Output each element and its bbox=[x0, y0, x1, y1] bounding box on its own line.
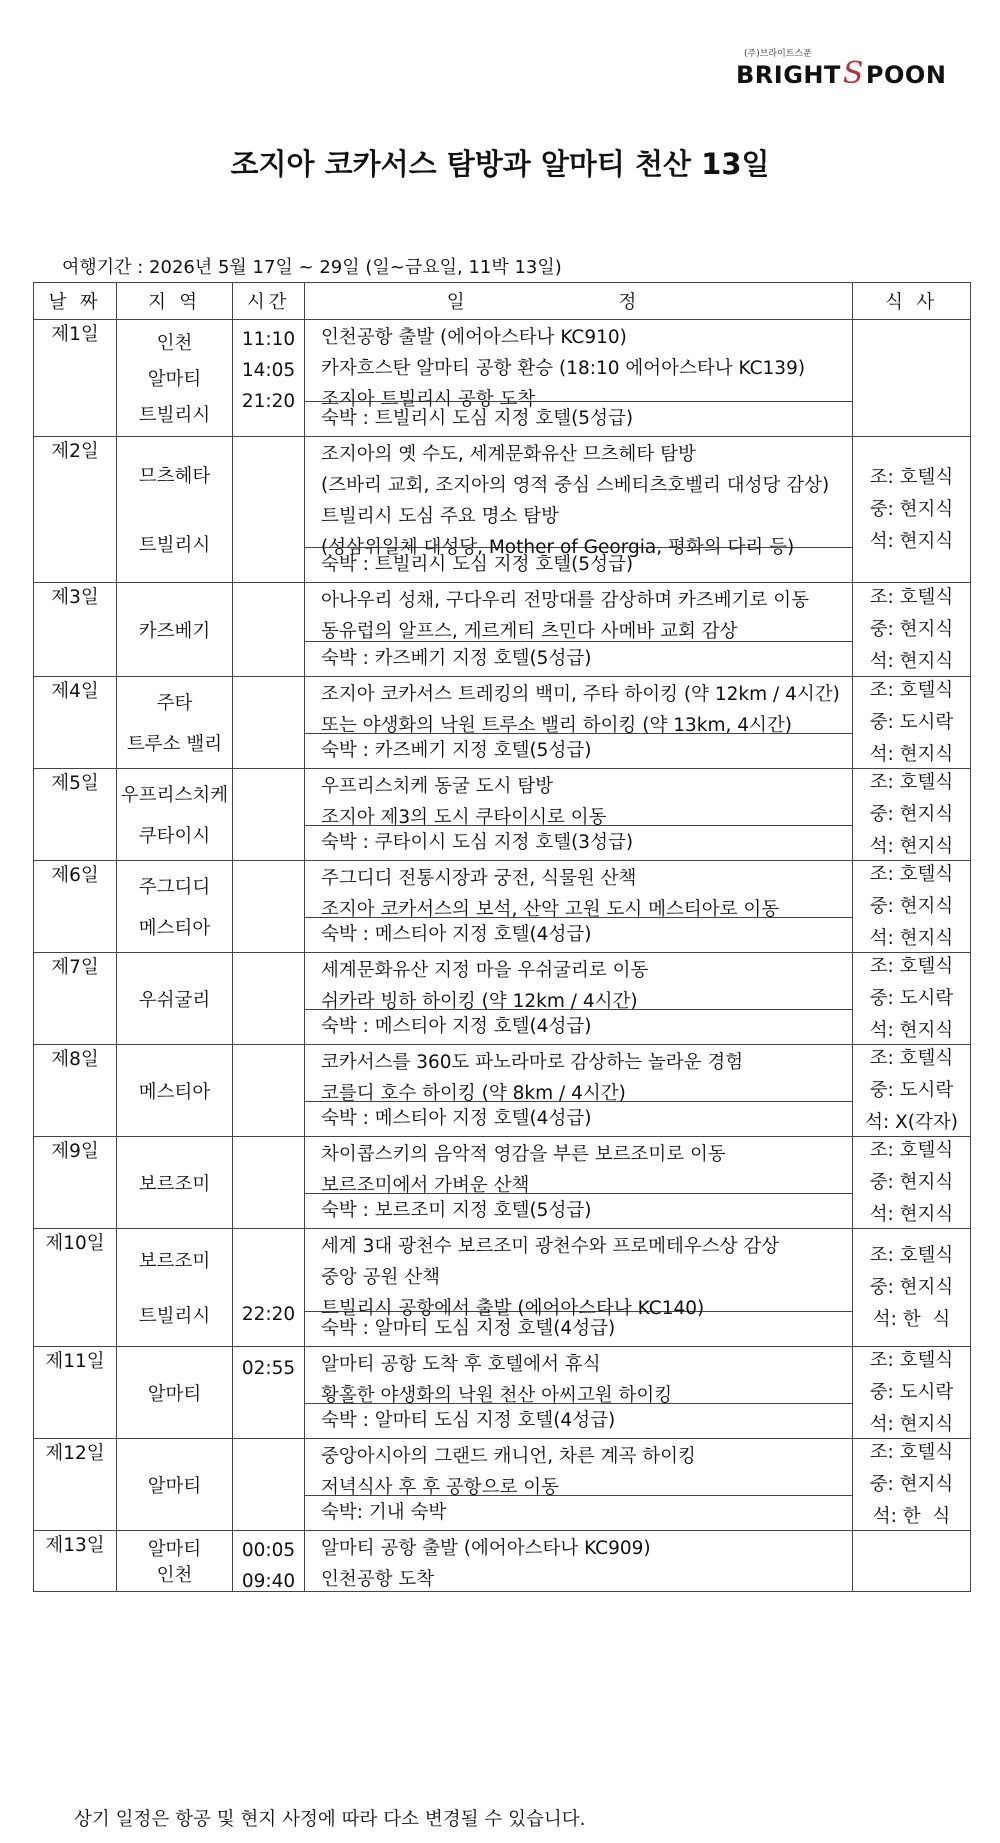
meal-item: 중: 현지식 bbox=[869, 895, 954, 917]
time-cell bbox=[233, 1229, 305, 1347]
lodging-info: 숙박 : 알마티 도심 지정 호텔(4성급) bbox=[305, 1403, 852, 1438]
meal-list bbox=[853, 1045, 970, 1136]
schedule-items bbox=[305, 1229, 852, 1319]
schedule-item: 우프리스치케 동굴 도시 탐방 bbox=[321, 776, 554, 797]
schedule-item: (즈바리 교회, 조지아의 영적 중심 스베티츠호벨리 대성당 감상) bbox=[321, 475, 830, 496]
day-cell: 제5일 bbox=[34, 769, 117, 861]
day-cell: 제7일 bbox=[34, 953, 117, 1045]
region-cell bbox=[117, 1347, 233, 1439]
schedule-item: 인천공항 출발 (에어아스타나 KC910) bbox=[321, 327, 627, 348]
itinerary-table bbox=[33, 282, 971, 1592]
schedule-cell bbox=[305, 320, 853, 437]
schedule-item: 저녁식사 후 후 공항으로 이동 bbox=[321, 1477, 559, 1498]
day-cell: 제6일 bbox=[34, 861, 117, 953]
time-cell bbox=[233, 583, 305, 677]
region-cell bbox=[117, 437, 233, 583]
meal-list bbox=[853, 769, 970, 860]
meal-cell bbox=[853, 1045, 971, 1137]
day-cell: 제8일 bbox=[34, 1045, 117, 1137]
meal-list bbox=[853, 583, 970, 676]
schedule-cell bbox=[305, 1439, 853, 1531]
time-list bbox=[233, 1347, 304, 1436]
region-list bbox=[117, 437, 232, 578]
meal-item: 조: 호텔식 bbox=[869, 466, 954, 488]
time-list bbox=[233, 583, 304, 672]
time-value: 14:05 bbox=[241, 360, 296, 381]
table-row bbox=[34, 1229, 971, 1347]
meal-item: 조: 호텔식 bbox=[869, 1244, 954, 1266]
brand-logo bbox=[736, 46, 947, 91]
time-value: 22:20 bbox=[241, 1304, 296, 1326]
footnote: 상기 일정은 항공 및 현지 사정에 따라 다소 변경될 수 있습니다. bbox=[74, 1809, 586, 1830]
schedule-item: 코를디 호수 하이킹 (약 8km / 4시간) bbox=[321, 1083, 626, 1104]
header-day: 날 짜 bbox=[34, 283, 117, 320]
meal-cell bbox=[853, 583, 971, 677]
time-list bbox=[233, 769, 304, 856]
brand-word-left: BRIGHT bbox=[736, 61, 841, 89]
meal-cell bbox=[853, 1137, 971, 1229]
schedule-items bbox=[305, 583, 852, 641]
day-cell: 제11일 bbox=[34, 1347, 117, 1439]
region-cell bbox=[117, 677, 233, 769]
time-cell bbox=[233, 437, 305, 583]
time-cell bbox=[233, 1347, 305, 1439]
header-meal: 식 사 bbox=[853, 283, 971, 320]
schedule-item: 차이콥스키의 음악적 영감을 부른 보르조미로 이동 bbox=[321, 1144, 726, 1165]
region-list bbox=[117, 1347, 232, 1434]
region-cell bbox=[117, 1229, 233, 1347]
table-row bbox=[34, 437, 971, 583]
schedule-cell bbox=[305, 437, 853, 583]
time-list bbox=[233, 1137, 304, 1224]
header-time: 시간 bbox=[233, 283, 305, 320]
meal-item: 석: 한 식 bbox=[872, 1505, 951, 1527]
time-value: 00:05 bbox=[241, 1540, 296, 1561]
meal-item: 석: 현지식 bbox=[869, 927, 954, 949]
day-cell: 제3일 bbox=[34, 583, 117, 677]
table-row bbox=[34, 953, 971, 1045]
meal-list bbox=[853, 320, 970, 436]
day-cell: 제9일 bbox=[34, 1137, 117, 1229]
schedule-cell bbox=[305, 1347, 853, 1439]
schedule-items bbox=[305, 953, 852, 1012]
schedule-cell bbox=[305, 1531, 853, 1592]
day-cell: 제1일 bbox=[34, 320, 117, 437]
region-cell bbox=[117, 583, 233, 677]
meal-cell bbox=[853, 320, 971, 437]
schedule-item: 카자흐스탄 알마티 공항 환승 (18:10 에어아스타나 KC139) bbox=[321, 358, 806, 379]
time-value: 02:55 bbox=[241, 1358, 296, 1379]
schedule-item: 트빌리시 공항에서 출발 (에어아스타나 KC140) bbox=[321, 1298, 705, 1319]
time-cell bbox=[233, 1439, 305, 1531]
region-name: 쿠타이시 bbox=[138, 826, 211, 848]
meal-item: 조: 호텔식 bbox=[869, 771, 954, 793]
region-list bbox=[117, 953, 232, 1040]
time-cell bbox=[233, 677, 305, 769]
region-name: 트빌리시 bbox=[138, 1305, 211, 1327]
meal-item: 석: 현지식 bbox=[869, 1203, 954, 1225]
time-list bbox=[233, 677, 304, 764]
time-list bbox=[233, 320, 304, 432]
meal-item: 중: 현지식 bbox=[869, 803, 954, 825]
table-row bbox=[34, 1137, 971, 1229]
day-cell: 제10일 bbox=[34, 1229, 117, 1347]
schedule-cell bbox=[305, 1137, 853, 1229]
time-cell bbox=[233, 1045, 305, 1137]
lodging-info: 숙박 : 보르조미 지정 호텔(5성급) bbox=[305, 1193, 852, 1228]
time-cell bbox=[233, 769, 305, 861]
meal-cell bbox=[853, 953, 971, 1045]
meal-list bbox=[853, 437, 970, 582]
time-list bbox=[233, 1531, 304, 1592]
meal-cell bbox=[853, 861, 971, 953]
region-name: 메스티아 bbox=[138, 1081, 211, 1103]
time-cell bbox=[233, 861, 305, 953]
schedule-cell bbox=[305, 861, 853, 953]
lodging-info: 숙박 : 카즈베기 지정 호텔(5성급) bbox=[305, 641, 852, 676]
lodging-info: 숙박 : 쿠타이시 도심 지정 호텔(3성급) bbox=[305, 825, 852, 860]
schedule-item: 중앙 공원 산책 bbox=[321, 1267, 440, 1288]
schedule-cell bbox=[305, 953, 853, 1045]
meal-list bbox=[853, 1229, 970, 1346]
time-list bbox=[233, 1229, 304, 1342]
header-schedule: 일 정 bbox=[305, 283, 853, 320]
schedule-item: 또는 야생화의 낙원 트루소 밸리 하이킹 (약 13km, 4시간) bbox=[321, 715, 792, 736]
meal-item: 조: 호텔식 bbox=[869, 1349, 954, 1371]
table-row bbox=[34, 861, 971, 953]
travel-period: 여행기간 : 2026년 5월 17일 ~ 29일 (일~금요일, 11박 13일) bbox=[62, 257, 562, 278]
schedule-item: 코카서스를 360도 파노라마로 감상하는 놀라운 경험 bbox=[321, 1052, 744, 1073]
region-list bbox=[117, 1439, 232, 1526]
table-row bbox=[34, 1531, 971, 1592]
lodging-info: 숙박 : 트빌리시 도심 지정 호텔(5성급) bbox=[305, 547, 852, 582]
region-name: 므츠헤타 bbox=[138, 466, 211, 488]
schedule-items bbox=[305, 1137, 852, 1196]
schedule-cell bbox=[305, 1229, 853, 1347]
time-list bbox=[233, 437, 304, 578]
schedule-item: 알마티 공항 출발 (에어아스타나 KC909) bbox=[321, 1538, 651, 1559]
meal-list bbox=[853, 1347, 970, 1438]
region-name: 알마티 bbox=[147, 1539, 202, 1560]
meal-list bbox=[853, 1531, 970, 1591]
schedule-items bbox=[305, 1045, 852, 1104]
schedule-items bbox=[305, 1439, 852, 1498]
schedule-item: 조지아 코카서스의 보석, 산악 고원 도시 메스티아로 이동 bbox=[321, 899, 780, 920]
region-name: 인천 bbox=[156, 333, 193, 354]
schedule-items bbox=[305, 320, 852, 410]
region-list bbox=[117, 1531, 232, 1587]
region-list bbox=[117, 861, 232, 948]
time-cell bbox=[233, 1137, 305, 1229]
schedule-item: 조지아의 옛 수도, 세계문화유산 므츠헤타 탐방 bbox=[321, 444, 696, 465]
schedule-items bbox=[305, 861, 852, 920]
schedule-cell bbox=[305, 583, 853, 677]
region-name: 트루소 밸리 bbox=[126, 734, 223, 756]
schedule-item: 주그디디 전통시장과 궁전, 식물원 산책 bbox=[321, 868, 637, 889]
time-list bbox=[233, 953, 304, 1040]
meal-item: 중: 현지식 bbox=[869, 618, 954, 640]
schedule-cell bbox=[305, 1045, 853, 1137]
meal-item: 중: 도시락 bbox=[869, 987, 954, 1009]
day-cell: 제13일 bbox=[34, 1531, 117, 1592]
schedule-item: 쉬카라 빙하 하이킹 (약 12km / 4시간) bbox=[321, 991, 638, 1012]
meal-cell bbox=[853, 1347, 971, 1439]
meal-item: 석: 현지식 bbox=[869, 530, 954, 552]
schedule-items bbox=[305, 1347, 852, 1406]
region-name: 알마티 bbox=[147, 1475, 202, 1497]
meal-item: 조: 호텔식 bbox=[869, 863, 954, 885]
region-name: 보르조미 bbox=[138, 1173, 211, 1195]
region-cell bbox=[117, 953, 233, 1045]
schedule-item: 동유럽의 알프스, 게르게티 츠민다 사메바 교회 감상 bbox=[321, 621, 738, 642]
region-name: 카즈베기 bbox=[138, 620, 211, 642]
schedule-cell bbox=[305, 769, 853, 861]
day-cell: 제12일 bbox=[34, 1439, 117, 1531]
region-name: 인천 bbox=[156, 1565, 193, 1586]
region-list bbox=[117, 1229, 232, 1342]
region-list bbox=[117, 1045, 232, 1132]
meal-cell bbox=[853, 1531, 971, 1592]
brand-small-text: (주)브라이트스푼 bbox=[744, 49, 812, 59]
meal-cell bbox=[853, 769, 971, 861]
schedule-items bbox=[305, 1531, 852, 1590]
meal-item: 조: 호텔식 bbox=[869, 586, 954, 608]
brand-word-right: POON bbox=[865, 61, 947, 89]
meal-cell bbox=[853, 437, 971, 583]
brand-wordmark bbox=[736, 56, 946, 91]
region-list bbox=[117, 769, 232, 856]
meal-item: 조: 호텔식 bbox=[869, 1441, 954, 1463]
table-row bbox=[34, 1439, 971, 1531]
region-cell bbox=[117, 1439, 233, 1531]
region-name: 트빌리시 bbox=[138, 405, 211, 426]
meal-item: 조: 호텔식 bbox=[869, 679, 954, 701]
region-name: 우프리스치케 bbox=[120, 784, 229, 806]
page-title: 조지아 코카서스 탐방과 알마티 천산 13일 bbox=[230, 147, 770, 181]
meal-item: 조: 호텔식 bbox=[869, 1139, 954, 1161]
lodging-info: 숙박 : 메스티아 지정 호텔(4성급) bbox=[305, 917, 852, 952]
meal-cell bbox=[853, 1439, 971, 1531]
time-list bbox=[233, 1045, 304, 1132]
region-name: 주타 bbox=[156, 692, 193, 714]
schedule-items bbox=[305, 769, 852, 828]
meal-item: 석: 현지식 bbox=[869, 835, 954, 857]
region-name: 보르조미 bbox=[138, 1251, 211, 1273]
lodging-info: 숙박 : 카즈베기 지정 호텔(5성급) bbox=[305, 733, 852, 768]
region-list bbox=[117, 320, 232, 432]
meal-item: 조: 호텔식 bbox=[869, 955, 954, 977]
meal-item: 석: 현지식 bbox=[869, 650, 954, 672]
meal-cell bbox=[853, 677, 971, 769]
lodging-info: 숙박 : 트빌리시 도심 지정 호텔(5성급) bbox=[305, 401, 852, 436]
time-cell bbox=[233, 953, 305, 1045]
region-cell bbox=[117, 1531, 233, 1592]
spoon-mark-icon: S bbox=[842, 56, 864, 91]
region-name: 우쉬굴리 bbox=[138, 989, 211, 1011]
region-cell bbox=[117, 1137, 233, 1229]
meal-item: 중: 현지식 bbox=[869, 1473, 954, 1495]
meal-item: 석: 현지식 bbox=[869, 1413, 954, 1435]
region-cell bbox=[117, 769, 233, 861]
lodging-info: 숙박 : 메스티아 지정 호텔(4성급) bbox=[305, 1101, 852, 1136]
table-row bbox=[34, 320, 971, 437]
meal-item: 중: 도시락 bbox=[869, 1079, 954, 1101]
meal-list bbox=[853, 1439, 970, 1530]
schedule-item: 세계 3대 광천수 보르조미 광천수와 프로메테우스상 감상 bbox=[321, 1236, 780, 1257]
meal-item: 중: 도시락 bbox=[869, 1381, 954, 1403]
region-name: 알마티 bbox=[147, 1383, 202, 1405]
meal-item: 조: 호텔식 bbox=[869, 1047, 954, 1069]
schedule-item: 중앙아시아의 그랜드 캐니언, 차른 계곡 하이킹 bbox=[321, 1446, 696, 1467]
region-list bbox=[117, 1137, 232, 1224]
schedule-item: 조지아 트빌리시 공항 도착 bbox=[321, 389, 536, 410]
schedule-item: 조지아 코카서스 트레킹의 백미, 주타 하이킹 (약 12km / 4시간) bbox=[321, 684, 840, 705]
region-name: 메스티아 bbox=[138, 918, 211, 940]
meal-item: 석: 현지식 bbox=[869, 1019, 954, 1041]
region-cell bbox=[117, 320, 233, 437]
table-row bbox=[34, 769, 971, 861]
schedule-item: 트빌리시 도심 주요 명소 탐방 bbox=[321, 506, 559, 527]
time-value: 21:20 bbox=[241, 391, 296, 412]
meal-item: 중: 현지식 bbox=[869, 1171, 954, 1193]
meal-item: 석: 한 식 bbox=[872, 1308, 951, 1330]
table-row bbox=[34, 1347, 971, 1439]
schedule-item: 인천공항 도착 bbox=[321, 1569, 435, 1590]
schedule-item: 조지아 제3의 도시 쿠타이시로 이동 bbox=[321, 807, 607, 828]
region-cell bbox=[117, 1045, 233, 1137]
schedule-items bbox=[305, 677, 852, 736]
meal-list bbox=[853, 1137, 970, 1228]
meal-item: 중: 도시락 bbox=[869, 711, 954, 733]
header-region: 지 역 bbox=[117, 283, 233, 320]
meal-item: 중: 현지식 bbox=[869, 498, 954, 520]
lodging-info: 숙박: 기내 숙박 bbox=[305, 1495, 852, 1530]
table-row bbox=[34, 583, 971, 677]
table-header-row bbox=[34, 283, 971, 320]
time-value: 11:10 bbox=[241, 329, 296, 350]
region-cell bbox=[117, 861, 233, 953]
schedule-item: 세계문화유산 지정 마을 우쉬굴리로 이동 bbox=[321, 960, 649, 981]
time-cell bbox=[233, 1531, 305, 1592]
table-row bbox=[34, 677, 971, 769]
meal-list bbox=[853, 677, 970, 768]
region-list bbox=[117, 583, 232, 672]
schedule-item: 보르조미에서 가벼운 산책 bbox=[321, 1175, 530, 1196]
meal-item: 중: 현지식 bbox=[869, 1276, 954, 1298]
meal-list bbox=[853, 861, 970, 952]
time-value: 09:40 bbox=[241, 1571, 296, 1592]
lodging-info: 숙박 : 메스티아 지정 호텔(4성급) bbox=[305, 1009, 852, 1044]
day-cell: 제2일 bbox=[34, 437, 117, 583]
meal-item: 석: 현지식 bbox=[869, 743, 954, 765]
lodging-info: 숙박 : 알마티 도심 지정 호텔(4성급) bbox=[305, 1311, 852, 1346]
schedule-cell bbox=[305, 677, 853, 769]
region-list bbox=[117, 677, 232, 764]
region-name: 트빌리시 bbox=[138, 534, 211, 556]
meal-cell bbox=[853, 1229, 971, 1347]
schedule-item: (성삼위일체 대성당, Mother of Georgia, 평화의 다리 등) bbox=[321, 537, 795, 558]
day-cell: 제4일 bbox=[34, 677, 117, 769]
meal-list bbox=[853, 953, 970, 1044]
table-row bbox=[34, 1045, 971, 1137]
schedule-item: 알마티 공항 도착 후 호텔에서 휴식 bbox=[321, 1354, 601, 1375]
region-name: 알마티 bbox=[147, 369, 202, 390]
time-cell bbox=[233, 320, 305, 437]
time-list bbox=[233, 861, 304, 948]
region-name: 주그디디 bbox=[138, 876, 211, 898]
schedule-item: 황홀한 야생화의 낙원 천산 아씨고원 하이킹 bbox=[321, 1385, 673, 1406]
meal-item: 석: X(각자) bbox=[865, 1111, 958, 1133]
schedule-item: 아나우리 성채, 구다우리 전망대를 감상하며 카즈베기로 이동 bbox=[321, 590, 809, 611]
time-list bbox=[233, 1439, 304, 1526]
schedule-items bbox=[305, 437, 852, 558]
